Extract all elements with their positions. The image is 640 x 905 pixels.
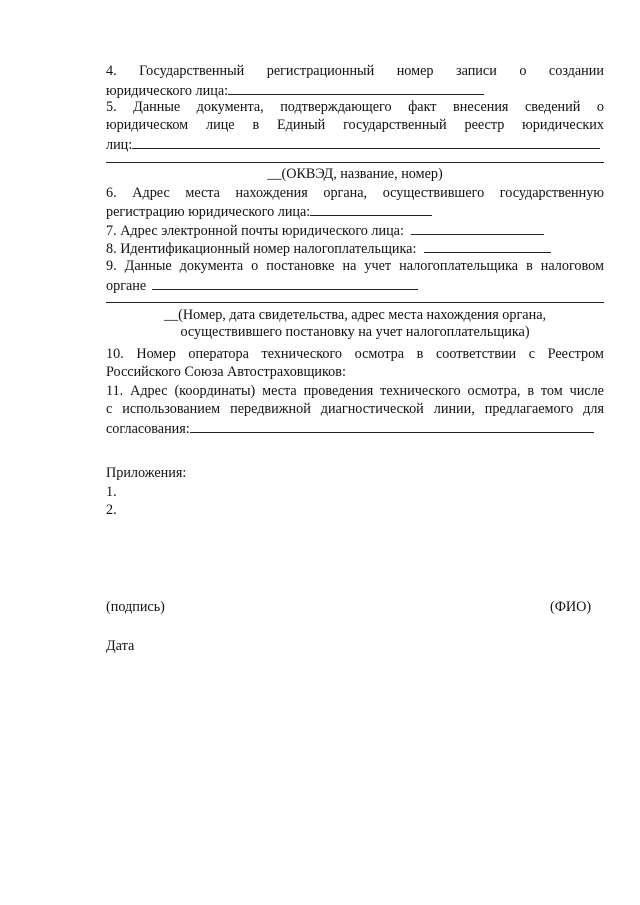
text-word: записи [456,63,497,79]
text-word: с [528,346,536,362]
text-word: места [262,383,297,399]
item-8-label: 8. Идентификационный номер налогоплательщика: [106,241,417,257]
text-word: документа, [196,99,264,115]
text-word: внесения [453,99,509,115]
text-word: 11. [106,383,124,399]
item-7-line [106,222,544,239]
tax-caption-line-2: осуществившего постановку на учет налогоплательщика) [180,324,530,340]
text-word: государственную [499,185,604,201]
text-word: постановке [266,258,335,274]
text-word: на [342,258,357,274]
tax-caption-line-1: __(Номер, дата свидетельства, адрес места нахождения органа, [163,307,547,323]
text-word: осмотра, [467,383,521,399]
text-word: технического [380,383,461,399]
egrul-field-line-2[interactable] [106,162,604,163]
text-word: соответствии [435,346,517,362]
item-4-line-1 [106,63,604,79]
text-word: органа, [323,185,368,201]
text-word: налогоплательщика [399,258,519,274]
email-field-line[interactable] [411,222,544,235]
tax-registration-field-line-1[interactable] [152,277,418,290]
inn-field-line[interactable] [424,240,551,253]
text-word: Реестром [547,346,604,362]
attachment-item: 2. [106,502,117,518]
text-word: Государственный [139,63,245,79]
item-5-line-2 [106,117,604,133]
text-word: создании [548,63,604,79]
text-word: сведений [524,99,581,115]
text-word: Адрес [132,185,170,201]
text-word: 6. [106,185,117,201]
text-word: документа [179,258,244,274]
text-word: в [416,346,424,362]
signature-label: (подпись) [106,599,165,615]
text-word: в [526,258,533,274]
text-word: в [252,117,260,133]
ogrn-field-line[interactable] [228,82,484,95]
text-word: с [106,401,113,417]
text-word: в [527,383,535,399]
date-label: Дата [106,638,135,654]
text-word: Номер [136,346,176,362]
text-word: предлагаемого [484,401,574,417]
item-5-line-3 [106,136,600,153]
egrul-field-line-1[interactable] [132,136,600,149]
okved-caption: __(ОКВЭД, название, номер) [267,166,443,182]
item-6-continuation: регистрацию юридического лица: [106,204,311,220]
text-word: государственный [343,117,447,133]
item-9-line-1 [106,258,604,274]
text-word: Адрес [130,383,168,399]
text-word: осуществившего [382,185,485,201]
item-11-line-1 [106,383,604,399]
text-word: регистрационный [266,63,375,79]
text-word: учет [364,258,392,274]
text-word: Данные [133,99,181,115]
item-4-line-2 [106,82,484,99]
item-9-continuation: органе [106,278,147,294]
text-word: диагностической [320,401,424,417]
item-11-line-2 [106,401,604,417]
text-word: 10. [106,346,124,362]
item-10-line-1 [106,346,604,362]
text-word: линии, [433,401,475,417]
registration-authority-field-line[interactable] [310,203,432,216]
item-7-label: 7. Адрес электронной почты юридического лица: [106,223,404,239]
tax-registration-field-line-2[interactable] [106,302,604,303]
attachments-title: Приложения: [106,465,187,481]
text-word: лице [206,117,235,133]
text-word: 4. [106,63,117,79]
inspection-address-field-line[interactable] [190,420,594,433]
attachment-item: 1. [106,484,117,500]
item-10-line-2: Российского Союза Автостраховщиков: [106,364,346,380]
text-word: проведения [303,383,374,399]
text-word: Единый [277,117,326,133]
text-word: реестр [464,117,505,133]
text-word: юридических [522,117,604,133]
item-8-line [106,240,551,257]
full-name-label: (ФИО) [550,599,592,615]
text-word: числе [569,383,604,399]
text-word: юридическом [106,117,189,133]
text-word: том [540,383,563,399]
item-6-line-1 [106,185,604,201]
item-6-line-2 [106,203,432,220]
text-word: (координаты) [174,383,256,399]
text-word: налоговом [540,258,604,274]
text-word: осмотра [354,346,405,362]
text-word: Данные [124,258,172,274]
text-word: о [251,258,259,274]
text-word: факт [408,99,437,115]
item-4-continuation: юридического лица: [106,83,229,99]
item-11-continuation: согласования: [106,421,190,437]
item-9-line-2 [106,277,418,294]
text-word: передвижной [230,401,311,417]
text-word: номер [396,63,434,79]
text-word: технического [261,346,343,362]
text-word: о [519,63,527,79]
text-word: о [596,99,604,115]
text-word: 5. [106,99,117,115]
text-word: нахождения [235,185,308,201]
item-5-line-1 [106,99,604,115]
text-word: оператора [188,346,249,362]
text-word: подтверждающего [280,99,392,115]
text-word: 9. [106,258,117,274]
text-word: для [583,401,604,417]
item-11-line-3 [106,420,594,437]
text-word: использованием [122,401,221,417]
text-word: места [185,185,220,201]
item-5-continuation: лиц: [106,137,133,153]
